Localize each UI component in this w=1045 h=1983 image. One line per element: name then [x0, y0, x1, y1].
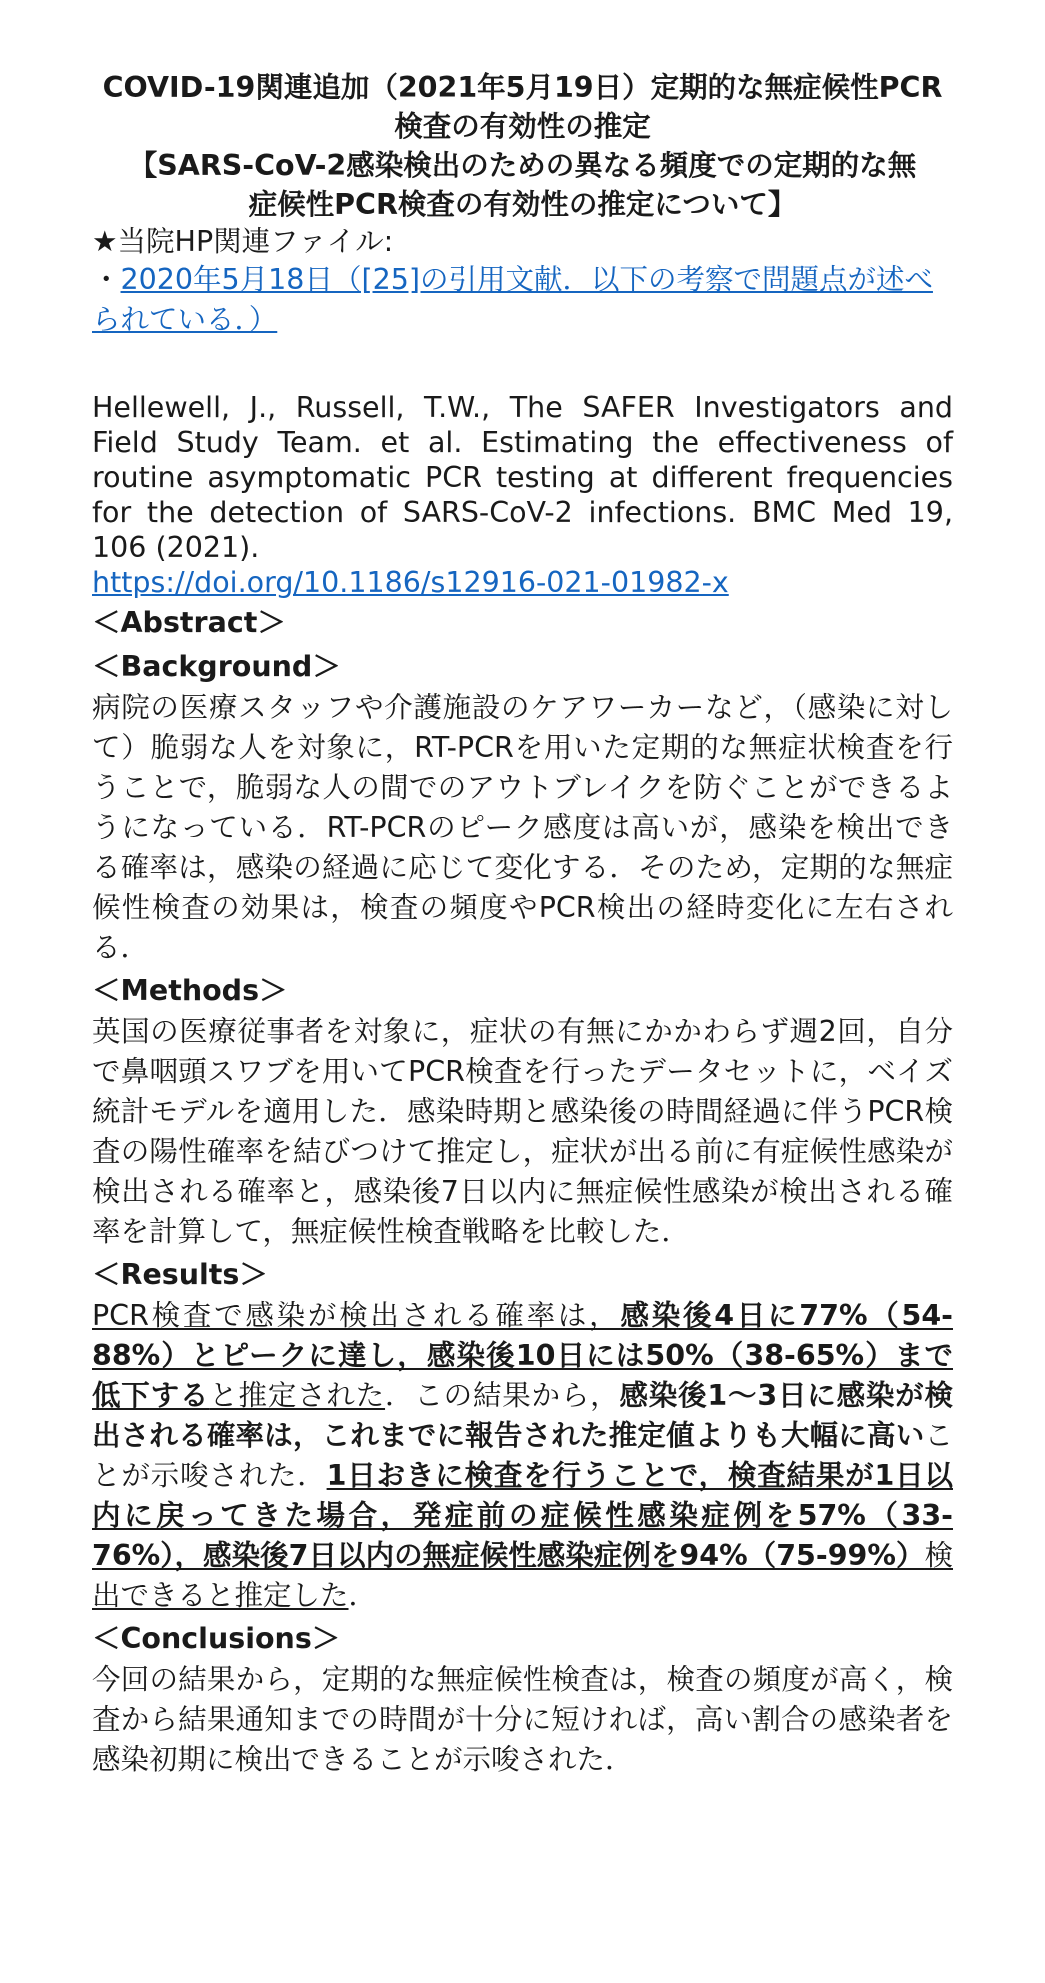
- reference-citation: [92, 390, 953, 600]
- results-heading: ＜Results＞: [92, 1258, 268, 1291]
- abstract-heading: ＜Abstract＞: [92, 606, 286, 639]
- methods-heading: ＜Methods＞: [92, 974, 288, 1007]
- page-subtitle: [92, 146, 953, 224]
- citation-text: Hellewell, J., Russell, T.W., The SAFER Investigators and Field Study Team. et al. Estimating the effectiveness of routine asymptomatic PCR testing at different frequencies for the detection of SARS-CoV-2 infections. BMC Med 19, 106 (2021).: [92, 391, 953, 564]
- related-files-label: ★当院HP関連ファイル:: [92, 225, 394, 258]
- results-segment-9: ．: [348, 1579, 378, 1612]
- background-heading: ＜Background＞: [92, 650, 341, 683]
- conclusions-text: 今回の結果から，定期的な無症候性検査は，検査の頻度が高く，検査から結果通知までの時間が十分に短ければ，高い割合の感染者を感染初期に検出できることが示唆された．: [92, 1663, 953, 1776]
- conclusions-heading: ＜Conclusions＞: [92, 1622, 341, 1655]
- results-segment-2: 感染後4日に77%（54-88%）とピークに達し，感染後10日には50%（38-65%）まで低下する: [92, 1299, 953, 1412]
- results-segment-5: 感染後1〜3日に感染が検出される確率は，これまでに報告された推定値よりも大幅に高い: [92, 1379, 953, 1452]
- subtitle-line-2: 症候性PCR検査の有効性の推定について】: [248, 188, 797, 221]
- related-file-link[interactable]: 2020年5月18日（[25]の引用文献．以下の考察で問題点が述べられている．）: [92, 263, 933, 336]
- results-segment-4: ．この結果から，: [385, 1379, 620, 1412]
- subtitle-line-1: 【SARS-CoV-2感染検出のための異なる頻度での定期的な無: [128, 149, 917, 182]
- page-title: [92, 68, 953, 146]
- title-line-1: COVID-19関連追加（2021年5月19日）定期的な無症候性PCR: [102, 71, 943, 104]
- results-segment-6: ことが示唆された．: [92, 1419, 953, 1492]
- title-line-2: 検査の有効性の推定: [394, 110, 651, 143]
- methods-text: 英国の医療従事者を対象に，症状の有無にかかわらず週2回，自分で鼻咽頭スワブを用いてPCR検査を行ったデータセットに，ベイズ統計モデルを適用した．感染時期と感染後の時間経過に伴うPCR検査の陽性確率を結びつけて推定し，症状が出る前に有症候性感染が検出される確率と，感染後7日以内に無症候性感染が検出される確率を計算して，無症候性検査戦略を比較した．: [92, 1015, 953, 1248]
- results-segment-1: PCR検査で感染が検出される確率は，: [92, 1299, 621, 1332]
- background-text: 病院の医療スタッフや介護施設のケアワーカーなど，（感染に対して）脆弱な人を対象に，RT-PCRを用いた定期的な無症状検査を行うことで，脆弱な人の間でのアウトブレイクを防ぐことができるようになっている．RT-PCRのピーク感度は高いが，感染を検出できる確率は，感染の経過に応じて変化する．そのため，定期的な無症候性検査の効果は，検査の頻度やPCR検出の経時変化に左右される．: [92, 691, 953, 964]
- related-file-item: [92, 260, 953, 340]
- bullet: ・: [92, 263, 121, 296]
- results-text: [92, 1296, 953, 1616]
- doi-link[interactable]: https://doi.org/10.1186/s12916-021-01982-x: [92, 566, 729, 599]
- results-segment-3: と推定された: [209, 1379, 386, 1412]
- results-segment-8: 検出できると推定した: [92, 1539, 953, 1612]
- results-segment-7: 1日おきに検査を行うことで，検査結果が1日以内に戻ってきた場合，発症前の症候性感染症例を57%（33-76%），感染後7日以内の無症候性感染症例を94%（75-99%）: [92, 1459, 953, 1572]
- spacer: [92, 340, 953, 390]
